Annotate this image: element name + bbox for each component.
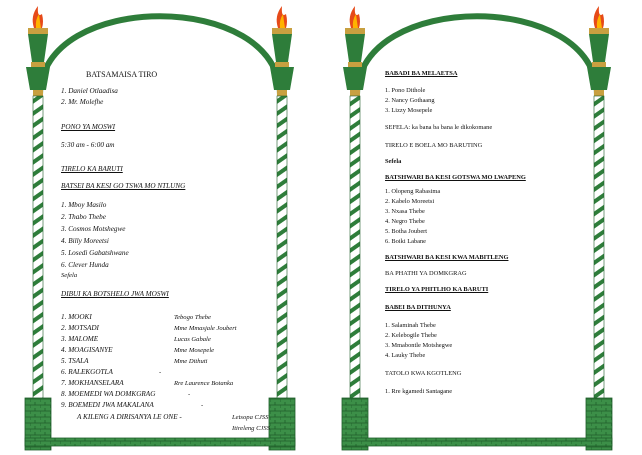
dibui-speaker: - bbox=[159, 369, 162, 376]
tatolo-item: 1. Rre kgamedi Santagane bbox=[385, 388, 453, 395]
dibui-item: 2. MOTSADI bbox=[61, 324, 99, 332]
left-torch-icon bbox=[26, 6, 50, 96]
dibui-speaker: Lucas Gabale bbox=[174, 336, 211, 343]
dibui-speaker: - bbox=[201, 402, 204, 409]
right-decorative-frame bbox=[321, 0, 642, 455]
batsei-item: 3. Cosmos Motshegwe bbox=[61, 225, 126, 233]
lwapeng-item: 1. Olopeng Rabasima bbox=[385, 188, 441, 195]
tatolo-heading: TATOLO KWA KGOTLENG bbox=[385, 370, 462, 377]
school-name: Letsopa CJSS bbox=[232, 414, 269, 421]
kileng-line: A KILENG A DIRISANYA LE ONE - bbox=[77, 413, 182, 421]
babei-heading: BABEI BA DITHUNYA bbox=[385, 304, 451, 311]
batsei-heading: BATSEI BA KESI GO TSWA MO NTLUNG bbox=[61, 182, 186, 190]
lwapeng-item: 2. Kabelo Moreetsi bbox=[385, 198, 435, 205]
lwapeng-heading: BATSHWARI BA KESI GOTSWA MO LWAPENG bbox=[385, 174, 526, 181]
left-torch-icon bbox=[343, 6, 367, 96]
babei-item: 3. Mmabontle Motshegwe bbox=[385, 342, 453, 349]
dibui-speaker: - bbox=[188, 391, 191, 398]
batsei-item: 5. Losedi Gabatshwane bbox=[61, 249, 129, 257]
dibui-speaker: Mme Mmasjale Joubert bbox=[174, 325, 237, 332]
dibui-item: 9. BOEMEDI JWA MAKALANA bbox=[61, 401, 154, 409]
pono-heading: PONO YA MOSWI bbox=[61, 123, 116, 131]
host-2: 2. Mr. Molefhe bbox=[61, 98, 104, 106]
school-name: Itireleng CJSS bbox=[232, 425, 271, 432]
batsei-item: 6. Clever Hunda bbox=[61, 261, 109, 269]
right-programme-panel bbox=[321, 0, 642, 455]
mabitleng-heading: BATSHWARI BA KESI KWA MABITLENG bbox=[385, 254, 509, 261]
babadi-item: 2. Nancy Gothaang bbox=[385, 97, 435, 104]
dibui-item: 6. RALEKGOTLA bbox=[61, 368, 113, 376]
dibui-speaker: Rre Laurence Botanka bbox=[174, 380, 234, 387]
dibui-heading: DIBUI KA BOTSHELO JWA MOSWI bbox=[61, 290, 169, 298]
dibui-item: 7. MOKHANSELARA bbox=[61, 379, 124, 387]
babadi-heading: BABADI BA MELAETSA bbox=[385, 70, 458, 77]
dibui-item: 8. MOEMEDI WA DOMKGRAG bbox=[61, 390, 156, 398]
right-torch-icon bbox=[587, 6, 611, 96]
lwapeng-item: 6. Boiki Labane bbox=[385, 238, 426, 245]
tirelo-heading: TIRELO KA BARUTI bbox=[61, 165, 123, 173]
phathi-line: BA PHATHI YA DOMKGRAG bbox=[385, 270, 467, 277]
dibui-speaker: Mme Dithuti bbox=[174, 358, 208, 365]
lwapeng-item: 5. Botha Joubert bbox=[385, 228, 428, 235]
lwapeng-item: 4. Negro Thebe bbox=[385, 218, 425, 225]
babadi-item: 1. Pono Dithole bbox=[385, 87, 426, 94]
batsei-item: 2. Thabo Thebe bbox=[61, 213, 106, 221]
service-time: 5:30 am - 6:00 am bbox=[61, 141, 115, 149]
right-torch-icon bbox=[270, 6, 294, 96]
host-1: 1. Daniel Otlaadisa bbox=[61, 87, 118, 95]
babei-item: 2. Kelebogile Thebe bbox=[385, 332, 437, 339]
programme-title: BATSAMAISA TIRO bbox=[86, 70, 158, 79]
dibui-item: 5. TSALA bbox=[61, 357, 89, 365]
babei-item: 1. Salaminah Thebe bbox=[385, 322, 436, 329]
sefela-line: SEFELA: ka bana ba bana le dikokomane bbox=[385, 124, 493, 131]
batsei-item: 1. Mboy Masilo bbox=[61, 201, 107, 209]
dibui-item: 4. MOAGISANYE bbox=[61, 346, 113, 354]
dibui-item: 3. MALOME bbox=[61, 335, 99, 343]
sefela-label: Sefela bbox=[385, 158, 402, 165]
babei-item: 4. Lauky Thebe bbox=[385, 352, 426, 359]
batsei-item: 4. Billy Moreetsi bbox=[61, 237, 109, 245]
tirelo-baruting: TIRELO E BOELA MO BARUTING bbox=[385, 142, 483, 149]
dibui-speaker: Mme Mosepele bbox=[174, 347, 215, 354]
dibui-speaker: Tebogo Thebe bbox=[174, 314, 211, 321]
babadi-item: 3. Lizzy Mosepele bbox=[385, 107, 433, 114]
phitlho-heading: TIRELO YA PHITLHO KA BARUTI bbox=[385, 286, 489, 293]
sefela-label: Sefela bbox=[61, 272, 78, 279]
dibui-item: 1. MOOKI bbox=[61, 313, 92, 321]
lwapeng-item: 3. Nxasa Thebe bbox=[385, 208, 425, 215]
